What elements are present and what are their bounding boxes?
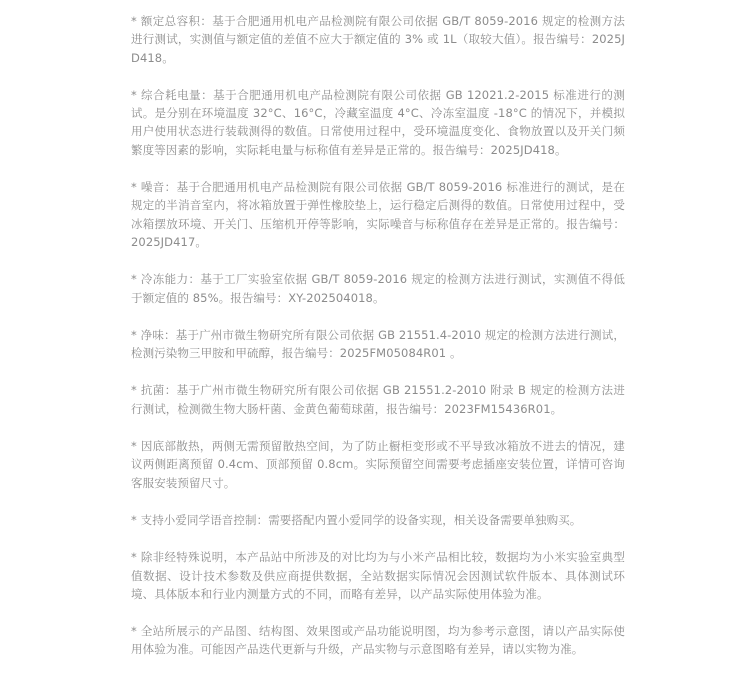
note-deodorization: * 净味：基于广州市微生物研究所有限公司依据 GB 21551.4-2010 规定的检测方法进行测试，检测污染物三甲胺和甲硫醇，报告编号：2025FM05084R01 。 <box>131 327 625 361</box>
note-comparison-data: * 除非经特殊说明，本产品站中所涉及的对比均为与小米产品相比较，数据均为小米实验室典型值数据、设计技术参数及供应商提供数据，全站数据实际情况会因测试软件版本、具体测试环境、具体版本和行业内测量方式的不同，而略有差异，以产品实际使用体验为准。 <box>131 550 625 601</box>
note-power-consumption: * 综合耗电量：基于合肥通用机电产品检测院有限公司依据 GB 12021.2-2015 标准进行的测试。是分别在环境温度 32°C、16°C，冷藏室温度 4°C、冷冻室温度 -18°C 的情况下，并模拟用户使用状态进行装载测得的数值。日常使用过程中，受环境温度变化、食物放置以及开关门频繁度等因素的影响，实际耗电量与标称值有差异是正常的。报告编号：2025JD418。 <box>131 87 625 157</box>
note-rated-volume: * 额定总容积：基于合肥通用机电产品检测院有限公司依据 GB/T 8059-2016 规定的检测方法进行测试，实测值与额定值的差值不应大于额定值的 3% 或 1L（取较大值）。报告编号：2025JD418。 <box>131 14 625 65</box>
note-voice-control: * 支持小爱同学语音控制：需要搭配内置小爱同学的设备实现，相关设备需要单独购买。 <box>131 512 582 527</box>
note-antibacterial: * 抗菌：基于广州市微生物研究所有限公司依据 GB 21551.2-2010 附录 B 规定的检测方法进行测试，检测微生物大肠杆菌、金黄色葡萄球菌，报告编号：2023FM15436R01。 <box>131 383 625 416</box>
note-freezing-capacity: * 冷冻能力：基于工厂实验室依据 GB/T 8059-2016 规定的检测方法进行测试，实测值不得低于额定值的 85%。报告编号：XY-202504018。 <box>131 272 625 305</box>
note-noise: * 噪音：基于合肥通用机电产品检测院有限公司依据 GB/T 8059-2016 标准进行的测试，是在规定的半消音室内，将冰箱放置于弹性橡胶垫上，运行稳定后测得的数值。日常使用过程中，受冰箱摆放环境、开关门、压缩机开停等影响，实际噪音与标称值存在差异是正常的。报告编号：2025JD417。 <box>131 180 625 249</box>
note-image-reference: * 全站所展示的产品图、结构图、效果图或产品功能说明图，均为参考示意图，请以产品实际使用体验为准。可能因产品迭代更新与升级，产品实物与示意图略有差异，请以实物为准。 <box>131 624 625 657</box>
note-installation-space: * 因底部散热，两侧无需预留散热空间，为了防止橱柜变形或不平导致冰箱放不进去的情况，建议两侧距离预留 0.4cm、顶部预留 0.8cm。实际预留空间需要考虑插座安装位置，详情可咨询客服安装预留尺寸。 <box>131 439 625 490</box>
product-disclaimer-notes <box>131 12 625 678</box>
